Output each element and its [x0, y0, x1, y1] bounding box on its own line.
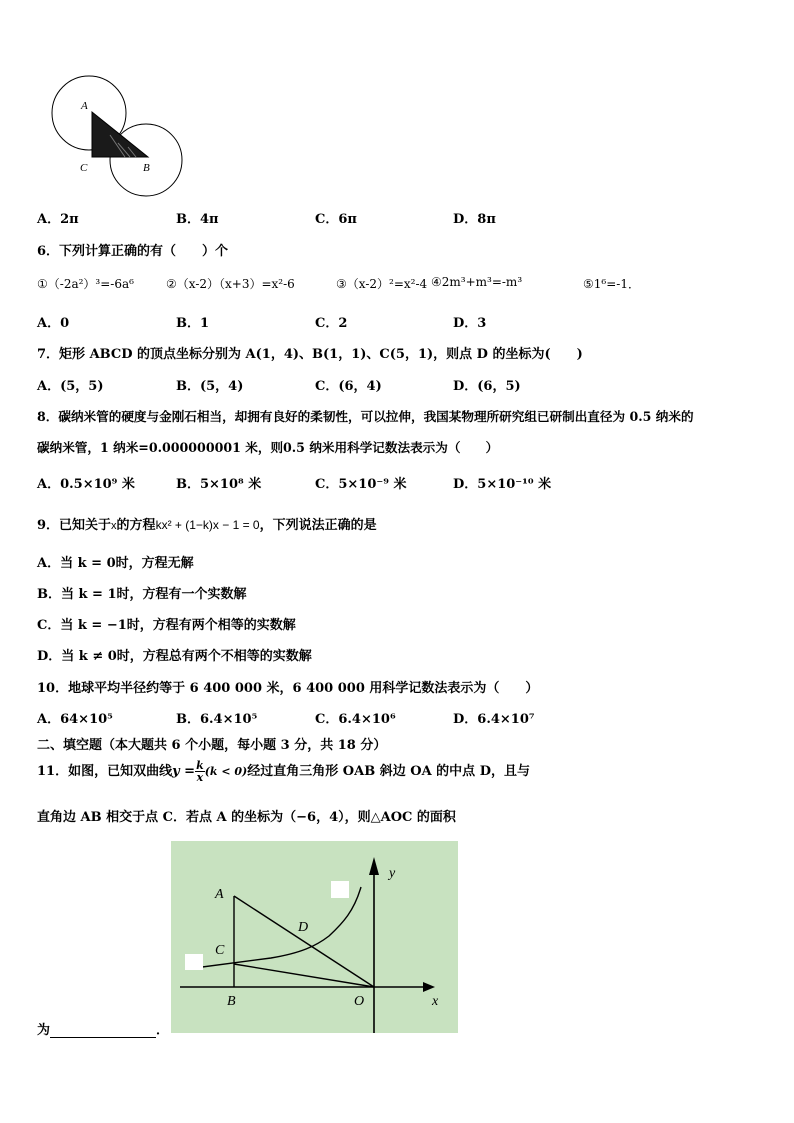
q8-stem-line2: 碳纳米管，1 纳米=0.000000001 米，则0.5 纳米用科学记数法表示为（ ） — [37, 440, 499, 455]
q7-option-b: B．(5，4) — [176, 379, 244, 394]
q6-option-c: C．2 — [315, 316, 348, 331]
q11-condition: (k < 0) — [204, 765, 248, 778]
q9-option-d: D．当 k ≠ 0时，方程总有两个不相等的实数解 — [37, 649, 312, 664]
q5-option-d: D．8π — [453, 212, 496, 227]
q5-option-c: C．6π — [315, 212, 357, 227]
q6-option-d: D．3 — [453, 316, 487, 331]
q7-option-a: A．(5，5) — [37, 379, 104, 394]
label-a: A — [81, 100, 88, 112]
label-c: C — [215, 943, 225, 958]
q11-answer-post: ． — [156, 1023, 170, 1038]
q6-item-4: ④2m³+m³=-m³ — [431, 275, 523, 289]
q11-stem-line2: 直角边 AB 相交于点 C．若点 A 的坐标为（−6，4），则△AOC 的面积 — [37, 810, 456, 825]
q11-fraction — [195, 760, 205, 783]
white-box-right — [331, 881, 349, 898]
white-box-left — [185, 954, 203, 970]
q11-stem-line1 — [37, 760, 530, 783]
q9-stem-equation: kx² + (1−k)x − 1 = 0 — [155, 518, 260, 532]
figure-background — [171, 841, 458, 1033]
label-o: O — [354, 994, 365, 1009]
q6-item-2: ②（x-2）（x+3）=x²-6 — [166, 277, 295, 291]
label-c: C — [80, 162, 88, 174]
q6-stem: 6．下列计算正确的有（ ）个 — [37, 244, 229, 259]
q10-option-b: B．6.4×10⁵ — [176, 712, 258, 727]
q9-option-a: A．当 k = 0时，方程无解 — [37, 556, 194, 571]
q11-post: 经过直角三角形 OAB 斜边 OA 的中点 D，且与 — [247, 764, 530, 779]
label-b: B — [227, 994, 236, 1009]
q9-stem-var: x — [111, 520, 117, 532]
q6-item-5: ⑤1⁶=-1． — [583, 277, 640, 291]
q9-option-c: C．当 k = −1时，方程有两个相等的实数解 — [37, 618, 296, 633]
q9-stem-mid: 的方程 — [116, 518, 156, 533]
label-a: A — [215, 887, 224, 902]
q9-stem-pre: 9．已知关于 — [37, 518, 112, 533]
answer-blank[interactable] — [50, 1025, 156, 1038]
label-x: x — [432, 994, 439, 1009]
circles-figure — [50, 75, 190, 200]
q8-option-c: C．5×10⁻⁹ 米 — [315, 477, 407, 492]
q9-option-b: B．当 k = 1时，方程有一个实数解 — [37, 587, 247, 602]
q11-eq-y: y = — [172, 764, 196, 779]
q8-option-b: B．5×10⁸ 米 — [176, 477, 262, 492]
q11-answer-pre: 为 — [37, 1023, 51, 1038]
q9-stem-post: ，下列说法正确的是 — [259, 518, 377, 533]
hyperbola-figure — [171, 841, 458, 1033]
q11-answer-line — [37, 1019, 169, 1038]
q7-option-c: C．(6，4) — [315, 379, 382, 394]
q8-option-d: D．5×10⁻¹⁰ 米 — [453, 477, 552, 492]
q11-frac-num: k — [196, 759, 204, 772]
label-y: y — [389, 866, 396, 881]
q10-stem: 10．地球平均半径约等于 6 400 000 米，6 400 000 用科学记数法表示为（ ） — [37, 681, 539, 696]
q10-option-c: C．6.4×10⁶ — [315, 712, 396, 727]
q7-stem: 7．矩形 ABCD 的顶点坐标分别为 A(1，4)、B(1，1)、C(5，1)，则点 D 的坐标为( ) — [37, 347, 583, 362]
q7-option-d: D．(6，5) — [453, 379, 521, 394]
q8-stem-line1: 8．碳纳米管的硬度与金刚石相当，却拥有良好的柔韧性，可以拉伸，我国某物理所研究组已研制出直径为 0.5 纳米的 — [37, 409, 694, 424]
q11-frac-den: x — [196, 771, 204, 784]
q6-item-3: ③（x-2）²=x²-4 — [336, 277, 428, 291]
q10-option-a: A．64×10⁵ — [37, 712, 113, 727]
q9-stem — [37, 514, 377, 533]
q6-option-b: B．1 — [176, 316, 210, 331]
section-title: 二、填空题（本大题共 6 个小题，每小题 3 分，共 18 分） — [37, 738, 387, 753]
q6-item-1: ①（-2a²）³=-6a⁶ — [37, 277, 134, 291]
q10-option-d: D．6.4×10⁷ — [453, 712, 535, 727]
label-b: B — [143, 162, 150, 174]
q11-pre: 11．如图，已知双曲线 — [37, 764, 173, 779]
label-d: D — [298, 920, 309, 935]
q5-option-b: B．4π — [176, 212, 219, 227]
q8-option-a: A．0.5×10⁹ 米 — [37, 477, 135, 492]
q5-option-a: A．2π — [37, 212, 79, 227]
q6-option-a: A．0 — [37, 316, 70, 331]
